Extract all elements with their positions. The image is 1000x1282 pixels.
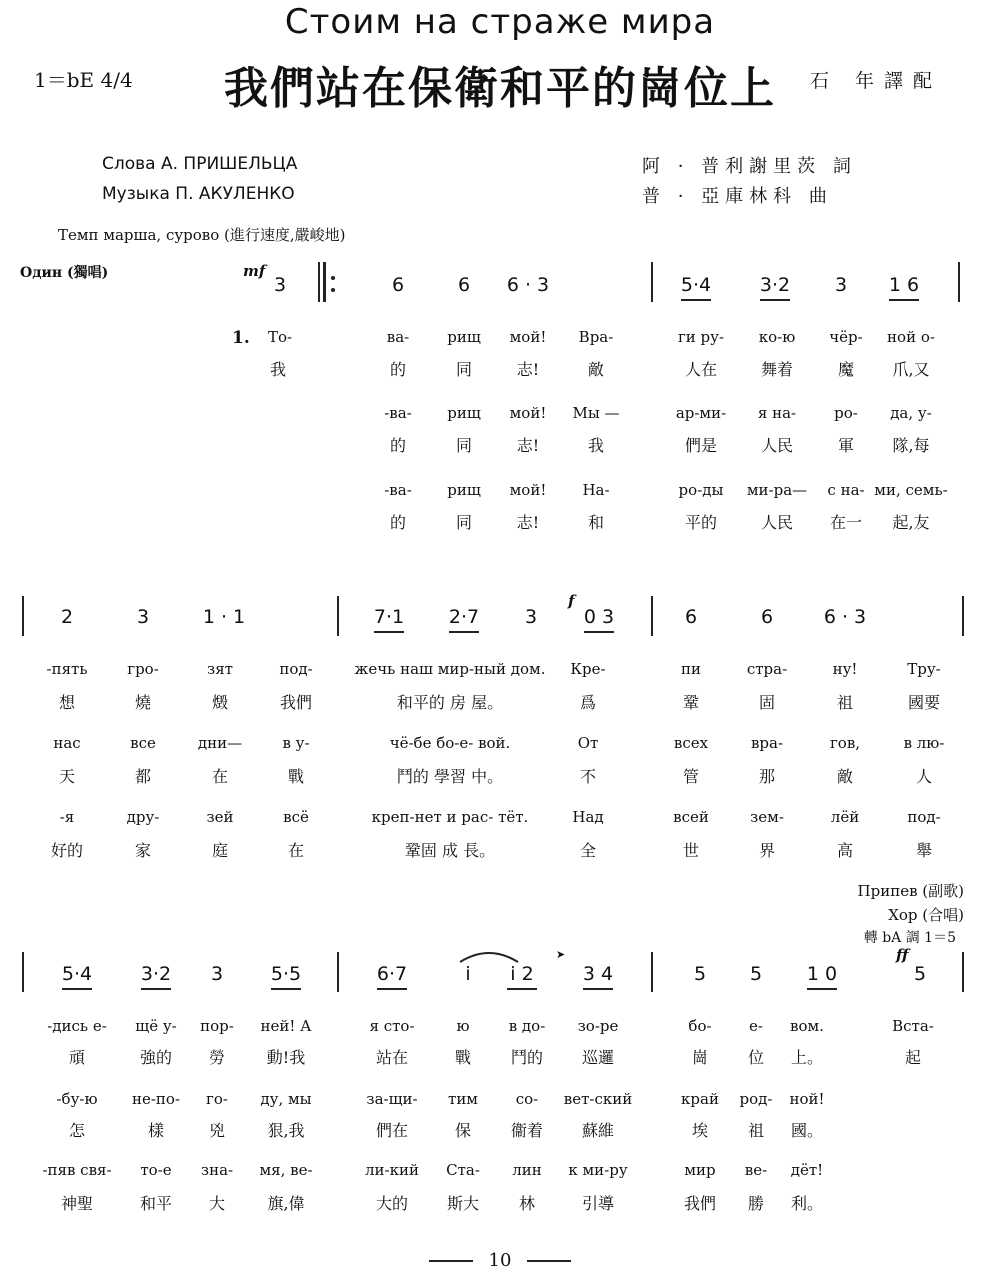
lyric-ru: рищ bbox=[447, 404, 481, 422]
lyric-zh: 國。 bbox=[790, 1121, 824, 1140]
lyric-ru: -ва- bbox=[384, 481, 412, 499]
lyric-zh: 好的 bbox=[50, 841, 84, 860]
lyric-zh: 上。 bbox=[790, 1048, 824, 1067]
lyric-zh: 舉 bbox=[915, 841, 933, 860]
lyric-ru: ной! bbox=[789, 1090, 825, 1108]
note: 6·7 bbox=[376, 963, 408, 985]
note: 1 6 bbox=[888, 274, 920, 296]
repeat-dot bbox=[331, 288, 335, 292]
lyric-ru: нас bbox=[53, 734, 81, 752]
footer-dash bbox=[429, 1260, 473, 1262]
lyric-zh: 狠,我 bbox=[267, 1121, 305, 1140]
lyric-zh: 斯大 bbox=[446, 1194, 480, 1213]
lyric-ru: дни— bbox=[197, 734, 243, 752]
lyric-ru: Кре- bbox=[570, 660, 606, 678]
lyric-zh: 燒 bbox=[134, 693, 152, 712]
barline bbox=[958, 262, 960, 302]
note: 6 bbox=[684, 606, 698, 628]
lyric-zh: 衞着 bbox=[510, 1121, 544, 1140]
lyric-ru: е- bbox=[749, 1017, 763, 1035]
lyric-zh: 和 bbox=[587, 513, 605, 532]
lyric-zh: 管 bbox=[682, 767, 700, 786]
lyric-ru: Мы — bbox=[572, 404, 620, 422]
lyric-ru: мой! bbox=[509, 481, 547, 499]
beam-underline bbox=[681, 299, 711, 301]
lyric-ru: лёй bbox=[830, 808, 860, 826]
lyricist-russian: Слова А. ПРИШЕЛЬЦА bbox=[102, 154, 298, 174]
lyric-zh: 高 bbox=[836, 841, 854, 860]
note: 6 bbox=[391, 274, 405, 296]
lyric-zh: 敵 bbox=[836, 767, 854, 786]
repeat-barline-thin bbox=[318, 262, 320, 302]
note: 5·4 bbox=[61, 963, 93, 985]
lyric-zh: 祖 bbox=[747, 1121, 765, 1140]
lyric-zh: 軍 bbox=[837, 436, 855, 455]
lyric-ru: я сто- bbox=[369, 1017, 415, 1035]
lyric-zh: 想 bbox=[58, 693, 76, 712]
lyric-ru: не-по- bbox=[131, 1090, 181, 1108]
accent-mark: ➤ bbox=[556, 948, 566, 961]
lyric-zh: 的 bbox=[389, 513, 407, 532]
lyric-zh: 在 bbox=[287, 841, 305, 860]
lyric-zh: 我 bbox=[587, 436, 605, 455]
lyric-zh: 志! bbox=[516, 436, 540, 455]
note: 2·7 bbox=[448, 606, 480, 628]
beam-underline bbox=[62, 988, 92, 990]
beam-underline bbox=[141, 988, 171, 990]
beam-underline bbox=[374, 631, 404, 633]
lyric-zh: 們是 bbox=[684, 436, 718, 455]
lyric-ru: пор- bbox=[200, 1017, 234, 1035]
lyric-zh: 庭 bbox=[211, 841, 229, 860]
note: 5 bbox=[913, 963, 927, 985]
barline bbox=[337, 596, 339, 636]
lyric-ru: жечь наш мир-ный дом. bbox=[354, 660, 546, 678]
lyric-ru: вет-ский bbox=[563, 1090, 633, 1108]
lyric-ru: ли-кий bbox=[365, 1161, 419, 1179]
lyric-ru: ми-ра— bbox=[746, 481, 808, 499]
lyric-ru: зо-ре bbox=[577, 1017, 619, 1035]
lyric-ru: ве- bbox=[744, 1161, 768, 1179]
lyric-ru: Тру- bbox=[907, 660, 941, 678]
lyric-zh: 人民 bbox=[760, 513, 794, 532]
lyric-ru: в до- bbox=[508, 1017, 546, 1035]
lyric-ru: -бу-ю bbox=[56, 1090, 98, 1108]
note: 1 · 1 bbox=[202, 606, 246, 628]
lyric-ru: край bbox=[681, 1090, 719, 1108]
lyric-ru: ар-ми- bbox=[675, 404, 727, 422]
lyric-zh: 起,友 bbox=[892, 513, 930, 532]
lyric-ru: мир bbox=[684, 1161, 716, 1179]
lyric-ru: под- bbox=[279, 660, 313, 678]
lyric-zh: 神聖 bbox=[60, 1194, 94, 1213]
lyric-zh: 不 bbox=[579, 767, 597, 786]
pickup-lyric-ru: То- bbox=[268, 328, 293, 346]
note: 5 bbox=[693, 963, 707, 985]
lyric-zh: 起 bbox=[904, 1048, 922, 1067]
note: 6 · 3 bbox=[823, 606, 867, 628]
note: 5 bbox=[749, 963, 763, 985]
composer-chinese: 普 · 亞庫林科 曲 bbox=[642, 186, 833, 207]
lyric-zh: 位 bbox=[747, 1048, 765, 1067]
lyric-zh: 人民 bbox=[760, 436, 794, 455]
lyric-ru: зна- bbox=[200, 1161, 234, 1179]
lyric-zh: 勞 bbox=[208, 1048, 226, 1067]
lyric-ru: зей bbox=[206, 808, 234, 826]
lyric-ru: с на- bbox=[827, 481, 865, 499]
lyric-zh: 敵 bbox=[587, 360, 605, 379]
lyric-ru: со- bbox=[515, 1090, 539, 1108]
lyric-zh: 舞着 bbox=[760, 360, 794, 379]
beam-underline bbox=[271, 988, 301, 990]
lyric-zh: 世 bbox=[682, 841, 700, 860]
beam-underline bbox=[807, 988, 837, 990]
modulation-label: 轉 bA 調 1＝5 bbox=[863, 930, 956, 946]
lyric-zh: 林 bbox=[518, 1194, 536, 1213]
lyric-ru: рищ bbox=[447, 481, 481, 499]
lyric-ru: -я bbox=[59, 808, 75, 826]
lyric-zh: 同 bbox=[455, 513, 473, 532]
lyric-ru: ду, мы bbox=[260, 1090, 312, 1108]
note: 6 bbox=[457, 274, 471, 296]
lyric-ru: то-е bbox=[140, 1161, 172, 1179]
note: 3 bbox=[210, 963, 224, 985]
verse-number: 1. bbox=[232, 328, 250, 348]
lyric-zh: 的 bbox=[389, 360, 407, 379]
lyric-zh: 魔 bbox=[837, 360, 855, 379]
beam-underline bbox=[377, 988, 407, 990]
translator-credit: 石 年譯配 bbox=[810, 70, 943, 92]
lyric-zh: 鬥的 學習 中。 bbox=[396, 767, 504, 786]
lyric-zh: 同 bbox=[455, 360, 473, 379]
lyric-ru: рищ bbox=[447, 328, 481, 346]
lyric-zh: 埃 bbox=[691, 1121, 709, 1140]
lyric-ru: все bbox=[130, 734, 156, 752]
lyric-ru: ги ру- bbox=[677, 328, 725, 346]
lyric-ru: -ва- bbox=[384, 404, 412, 422]
lyric-zh: 巡邏 bbox=[581, 1048, 615, 1067]
lyric-ru: под- bbox=[907, 808, 941, 826]
lyric-ru: дру- bbox=[126, 808, 160, 826]
lyric-ru: род- bbox=[739, 1090, 773, 1108]
lyric-ru: ну! bbox=[832, 660, 858, 678]
lyric-ru: го- bbox=[206, 1090, 228, 1108]
page-number bbox=[0, 1250, 1000, 1271]
lyric-zh: 國要 bbox=[907, 693, 941, 712]
beam-underline bbox=[584, 631, 614, 633]
lyric-ru: в лю- bbox=[903, 734, 945, 752]
lyric-ru: На- bbox=[582, 481, 610, 499]
note: 7·1 bbox=[373, 606, 405, 628]
repeat-dot bbox=[331, 276, 335, 280]
lyric-zh: 站在 bbox=[375, 1048, 409, 1067]
note: 2 bbox=[60, 606, 74, 628]
lyric-zh: 怎 bbox=[68, 1121, 86, 1140]
lyric-zh: 勝 bbox=[747, 1194, 765, 1213]
lyric-zh: 鬥的 bbox=[510, 1048, 544, 1067]
lyric-zh: 鞏固 成 長。 bbox=[404, 841, 496, 860]
lyric-ru: вра- bbox=[750, 734, 784, 752]
lyric-ru: Над bbox=[572, 808, 604, 826]
repeat-barline-thick bbox=[323, 262, 326, 302]
note: 5·4 bbox=[680, 274, 712, 296]
lyric-ru: мой! bbox=[509, 404, 547, 422]
lyric-ru: за-щи- bbox=[366, 1090, 418, 1108]
tempo-marking: Темп марша, сурово (進行速度,嚴峻地) bbox=[58, 226, 346, 244]
lyric-zh: 頑 bbox=[68, 1048, 86, 1067]
lyric-zh: 在 bbox=[211, 767, 229, 786]
lyric-zh: 和平的 房 屋。 bbox=[396, 693, 504, 712]
lyric-zh: 戰 bbox=[287, 767, 305, 786]
lyric-zh: 鞏 bbox=[682, 693, 700, 712]
pickup-lyric-zh: 我 bbox=[270, 360, 287, 379]
lyric-ru: стра- bbox=[746, 660, 788, 678]
lyric-zh: 人在 bbox=[684, 360, 718, 379]
barline bbox=[962, 596, 964, 636]
lyric-zh: 都 bbox=[134, 767, 152, 786]
lyric-ru: ро- bbox=[834, 404, 858, 422]
lyric-ru: чё-бе бо-е- вой. bbox=[389, 734, 511, 752]
lyric-zh: 大的 bbox=[375, 1194, 409, 1213]
footer-dash bbox=[527, 1260, 571, 1262]
lyric-ru: вом. bbox=[790, 1017, 824, 1035]
barline bbox=[651, 262, 653, 302]
beam-underline bbox=[449, 631, 479, 633]
lyric-ru: всей bbox=[673, 808, 709, 826]
title-russian: Стоим на страже мира bbox=[284, 2, 716, 42]
lyric-ru: Ста- bbox=[446, 1161, 480, 1179]
barline bbox=[22, 952, 24, 992]
note: 6 · 3 bbox=[506, 274, 550, 296]
note: 0 3 bbox=[583, 606, 615, 628]
chorus-label-choir: Хор (合唱) bbox=[888, 906, 964, 924]
dynamic-f: f bbox=[568, 592, 575, 610]
lyric-zh: 那 bbox=[758, 767, 776, 786]
lyric-ru: зем- bbox=[750, 808, 784, 826]
lyric-zh: 平的 bbox=[684, 513, 718, 532]
lyric-zh: 我們 bbox=[683, 1194, 717, 1213]
note: i bbox=[465, 963, 471, 985]
lyric-ru: гов, bbox=[829, 734, 861, 752]
lyric-ru: щё у- bbox=[135, 1017, 177, 1035]
barline bbox=[651, 596, 653, 636]
lyric-ru: дёт! bbox=[790, 1161, 824, 1179]
note: 3 4 bbox=[582, 963, 614, 985]
lyric-zh: 的 bbox=[389, 436, 407, 455]
beam-underline bbox=[889, 299, 919, 301]
lyric-zh: 戰 bbox=[454, 1048, 472, 1067]
lyric-zh: 爲 bbox=[579, 693, 597, 712]
lyric-zh: 志! bbox=[516, 360, 540, 379]
beam-underline bbox=[507, 988, 537, 990]
lyric-ru: мой! bbox=[509, 328, 547, 346]
lyric-ru: -дись е- bbox=[47, 1017, 107, 1035]
lyric-zh: 蘇維 bbox=[581, 1121, 615, 1140]
note: i 2 bbox=[510, 963, 534, 985]
lyric-ru: ней! А bbox=[260, 1017, 312, 1035]
pickup-note: 3 bbox=[274, 274, 287, 296]
lyric-ru: бо- bbox=[688, 1017, 712, 1035]
note: 3·2 bbox=[140, 963, 172, 985]
lyric-zh: 兇 bbox=[208, 1121, 226, 1140]
lyric-zh: 界 bbox=[758, 841, 776, 860]
lyric-ru: тим bbox=[448, 1090, 478, 1108]
beam-underline bbox=[760, 299, 790, 301]
lyric-zh: 我們 bbox=[279, 693, 313, 712]
lyric-zh: 動!我 bbox=[266, 1048, 306, 1067]
lyric-zh: 和平 bbox=[139, 1194, 173, 1213]
lyric-zh: 引導 bbox=[581, 1194, 615, 1213]
key-signature: 1＝bE 4/4 bbox=[34, 68, 133, 92]
lyric-ru: креп-нет и рас- тёт. bbox=[371, 808, 529, 826]
lyric-zh: 燬 bbox=[211, 693, 229, 712]
note: 3 bbox=[524, 606, 538, 628]
dynamic-ff: ff bbox=[896, 946, 909, 964]
lyric-ru: да, у- bbox=[890, 404, 932, 422]
barline bbox=[22, 596, 24, 636]
barline bbox=[962, 952, 964, 992]
lyric-zh: 強的 bbox=[139, 1048, 173, 1067]
note: 3 bbox=[136, 606, 150, 628]
beam-underline bbox=[583, 988, 613, 990]
lyric-ru: ю bbox=[456, 1017, 470, 1035]
lyric-zh: 同 bbox=[455, 436, 473, 455]
lyric-zh: 崗 bbox=[691, 1048, 709, 1067]
lyric-zh: 在一 bbox=[829, 513, 863, 532]
lyric-ru: ва- bbox=[386, 328, 410, 346]
lyric-ru: чёр- bbox=[829, 328, 863, 346]
solo-label: Один (獨唱) bbox=[20, 265, 109, 281]
lyric-ru: в у- bbox=[282, 734, 310, 752]
lyric-ru: Вста- bbox=[892, 1017, 934, 1035]
lyric-ru: -пять bbox=[46, 660, 88, 678]
lyric-ru: ной о- bbox=[887, 328, 935, 346]
lyric-ru: всё bbox=[283, 808, 309, 826]
note: 3·2 bbox=[759, 274, 791, 296]
lyric-zh: 人 bbox=[915, 767, 933, 786]
lyric-zh: 家 bbox=[134, 841, 152, 860]
lyricist-chinese: 阿 · 普利謝里茨 詞 bbox=[642, 156, 857, 177]
title-chinese: 我們站在保衛和平的崗位上 bbox=[224, 63, 776, 114]
lyric-ru: к ми-ру bbox=[568, 1161, 628, 1179]
lyric-ru: пи bbox=[681, 660, 701, 678]
lyric-zh: 樣 bbox=[147, 1121, 165, 1140]
dynamic-mf: mf bbox=[243, 262, 266, 280]
note: 5·5 bbox=[270, 963, 302, 985]
lyric-zh: 隊,每 bbox=[892, 436, 930, 455]
lyric-zh: 保 bbox=[454, 1121, 472, 1140]
lyric-ru: я на- bbox=[757, 404, 797, 422]
barline bbox=[651, 952, 653, 992]
lyric-zh: 旗,偉 bbox=[267, 1194, 305, 1213]
lyric-zh: 固 bbox=[758, 693, 776, 712]
page-number-text: 10 bbox=[488, 1250, 512, 1271]
lyric-zh: 們在 bbox=[375, 1121, 409, 1140]
lyric-zh: 利。 bbox=[790, 1194, 824, 1213]
lyric-zh: 祖 bbox=[836, 693, 854, 712]
lyric-ru: зят bbox=[207, 660, 233, 678]
lyric-zh: 全 bbox=[579, 841, 597, 860]
lyric-ru: ко-ю bbox=[758, 328, 796, 346]
barline bbox=[337, 952, 339, 992]
lyric-zh: 天 bbox=[58, 767, 76, 786]
lyric-zh: 大 bbox=[208, 1194, 226, 1213]
chorus-label-ru: Припев (副歌) bbox=[857, 882, 964, 900]
note: 3 bbox=[834, 274, 848, 296]
lyric-ru: лин bbox=[512, 1161, 542, 1179]
lyric-ru: гро- bbox=[127, 660, 159, 678]
lyric-ru: Вра- bbox=[578, 328, 614, 346]
lyric-zh: 志! bbox=[516, 513, 540, 532]
note: 6 bbox=[760, 606, 774, 628]
lyric-ru: ро-ды bbox=[678, 481, 724, 499]
lyric-ru: ми, семь- bbox=[874, 481, 948, 499]
lyric-ru: -пяв свя- bbox=[42, 1161, 112, 1179]
lyric-zh: 爪,又 bbox=[892, 360, 930, 379]
tie-slur bbox=[456, 946, 522, 964]
note: 1 0 bbox=[806, 963, 838, 985]
lyric-ru: всех bbox=[673, 734, 709, 752]
lyric-ru: От bbox=[577, 734, 599, 752]
composer-russian: Музыка П. АКУЛЕНКО bbox=[102, 184, 295, 204]
lyric-ru: мя, ве- bbox=[259, 1161, 313, 1179]
